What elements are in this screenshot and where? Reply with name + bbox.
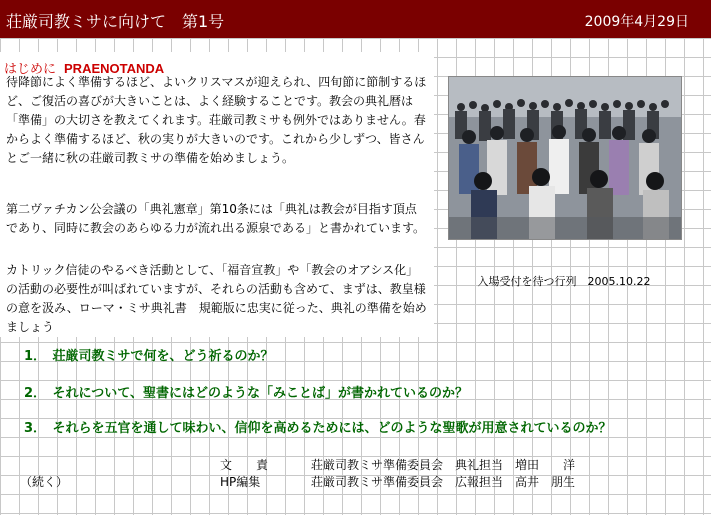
- credit-label-web-editor: HP編集: [220, 475, 261, 489]
- question-1: 1． 荘厳司教ミサで何を、どう祈るのか？: [24, 349, 274, 364]
- intro-section: [0, 52, 434, 337]
- question-2: 2． それについて、聖書にはどのような「みことば」が書かれているのか？: [24, 386, 469, 401]
- credit-label-author: 文 責: [220, 458, 269, 472]
- intro-paragraph-1: 待降節によく準備するほど、よいクリスマスが迎えられ、四旬節に節制するほど、ご復活の喜びが大きいことは、よく経験することです。教会の典礼暦は「準備」の大切さを教えてくれます。荘厳司教ミサも例外ではありません。春からよく準備するほど、秋の実りが大きいのです。これから少しずつ、皆さんとご一緒に秋の荘厳司教ミサの準備を始めましょう。: [6, 75, 427, 165]
- issue-date: 2009年4月29日: [584, 14, 689, 30]
- newsletter-header: [0, 0, 711, 38]
- question-3: 3． それらを五官を通して味わい、信仰を高めるためには、どのような聖歌が用意されているのか？: [24, 421, 612, 436]
- crowd-photo-illustration: [449, 77, 681, 239]
- intro-paragraph-2: 第二ヴァチカン公会議の「典礼憲章」第10条には「典礼は教会が目指す頂点であり、同時に教会のあらゆる力が流れ出る源泉である」と書かれています。: [6, 202, 426, 235]
- intro-heading-japanese: はじめに: [4, 62, 57, 77]
- credit-text-author: 荘厳司教ミサ準備委員会 典礼担当 増田 洋: [311, 458, 576, 472]
- photo-caption: 入場受付を待つ行列 2005.10.22: [477, 275, 651, 288]
- continued-note: （続く）: [20, 475, 69, 489]
- queue-photo: [448, 76, 682, 240]
- newsletter-title: 荘厳司教ミサに向けて 第1号: [6, 12, 225, 31]
- intro-heading-latin: PRAENOTANDA: [64, 61, 165, 76]
- intro-paragraph-3: カトリック信徒のやるべき活動として、「福音宣教」や「教会のオアシス化」の活動の必要性が叫ばれていますが、それらの活動も含めて、まずは、教皇様の意を汲み、ローマ・ミサ典礼書 規範版に忠実に従った、典礼の準備を始めましょう: [6, 263, 427, 334]
- credit-text-web-editor: 荘厳司教ミサ準備委員会 広報担当 高井 朋生: [311, 475, 576, 489]
